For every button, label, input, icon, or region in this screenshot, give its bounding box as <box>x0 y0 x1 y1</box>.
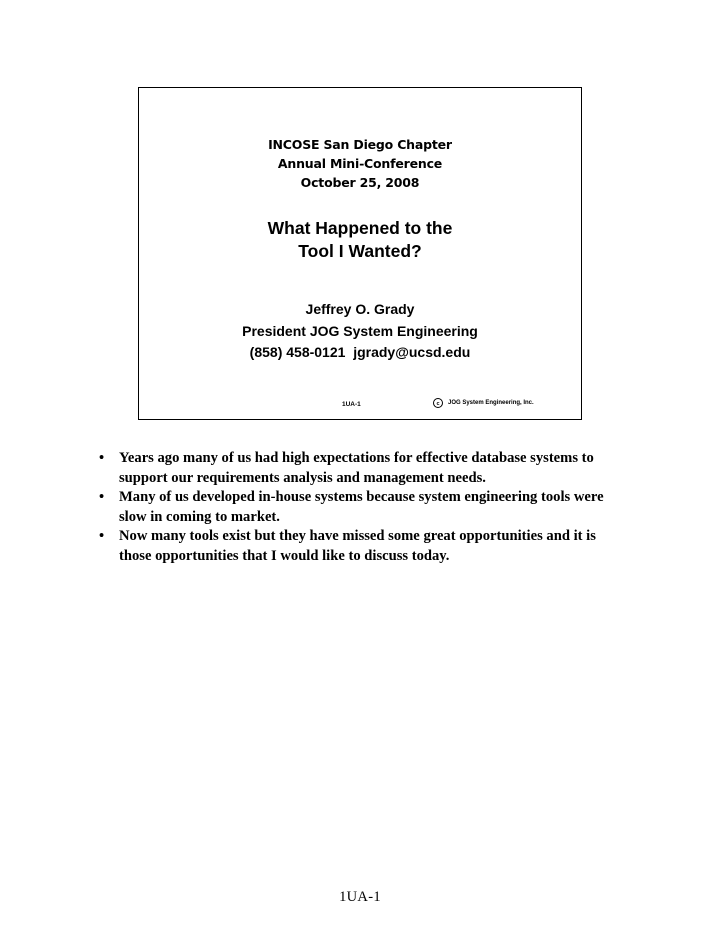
author-position: President JOG System Engineering <box>242 322 478 339</box>
bullet-icon: • <box>99 489 105 506</box>
copyright-icon: c <box>433 398 443 408</box>
author-name: Jeffrey O. Grady <box>305 301 415 317</box>
notes-item <box>99 527 619 566</box>
title-line-2: Tool I Wanted? <box>298 241 422 261</box>
header-line-conference: Annual Mini-Conference <box>277 156 443 171</box>
slide-header <box>139 135 581 192</box>
notes-item-text: Many of us developed in-house systems because system engineering tools were slow in coming to market. <box>119 489 604 525</box>
title-line-1: What Happened to the <box>267 218 453 238</box>
slide-thumbnail <box>138 87 582 420</box>
bullet-icon: • <box>99 528 105 545</box>
author-contact: (858) 458-0121 jgrady@ucsd.edu <box>249 344 471 360</box>
slide-footer-copyright <box>433 398 534 408</box>
notes-item <box>99 488 619 527</box>
slide-footer-number: 1UA-1 <box>342 401 361 408</box>
slide-title <box>139 217 581 263</box>
slide-author <box>139 299 581 364</box>
speaker-notes <box>99 449 619 567</box>
notes-item-text: Now many tools exist but they have missed some great opportunities and it is those opportunities that I would like to discuss today. <box>119 528 596 564</box>
bullet-icon: • <box>99 450 105 466</box>
notes-item-text: Years ago many of us had high expectations for effective database systems to support our requirements analysis and management needs. <box>119 450 594 486</box>
notes-item <box>99 449 619 488</box>
copyright-text: JOG System Engineering, Inc. <box>448 400 534 406</box>
header-line-date: October 25, 2008 <box>300 175 420 190</box>
header-line-chapter: INCOSE San Diego Chapter <box>268 137 452 152</box>
page-number: 1UA-1 <box>339 889 381 905</box>
